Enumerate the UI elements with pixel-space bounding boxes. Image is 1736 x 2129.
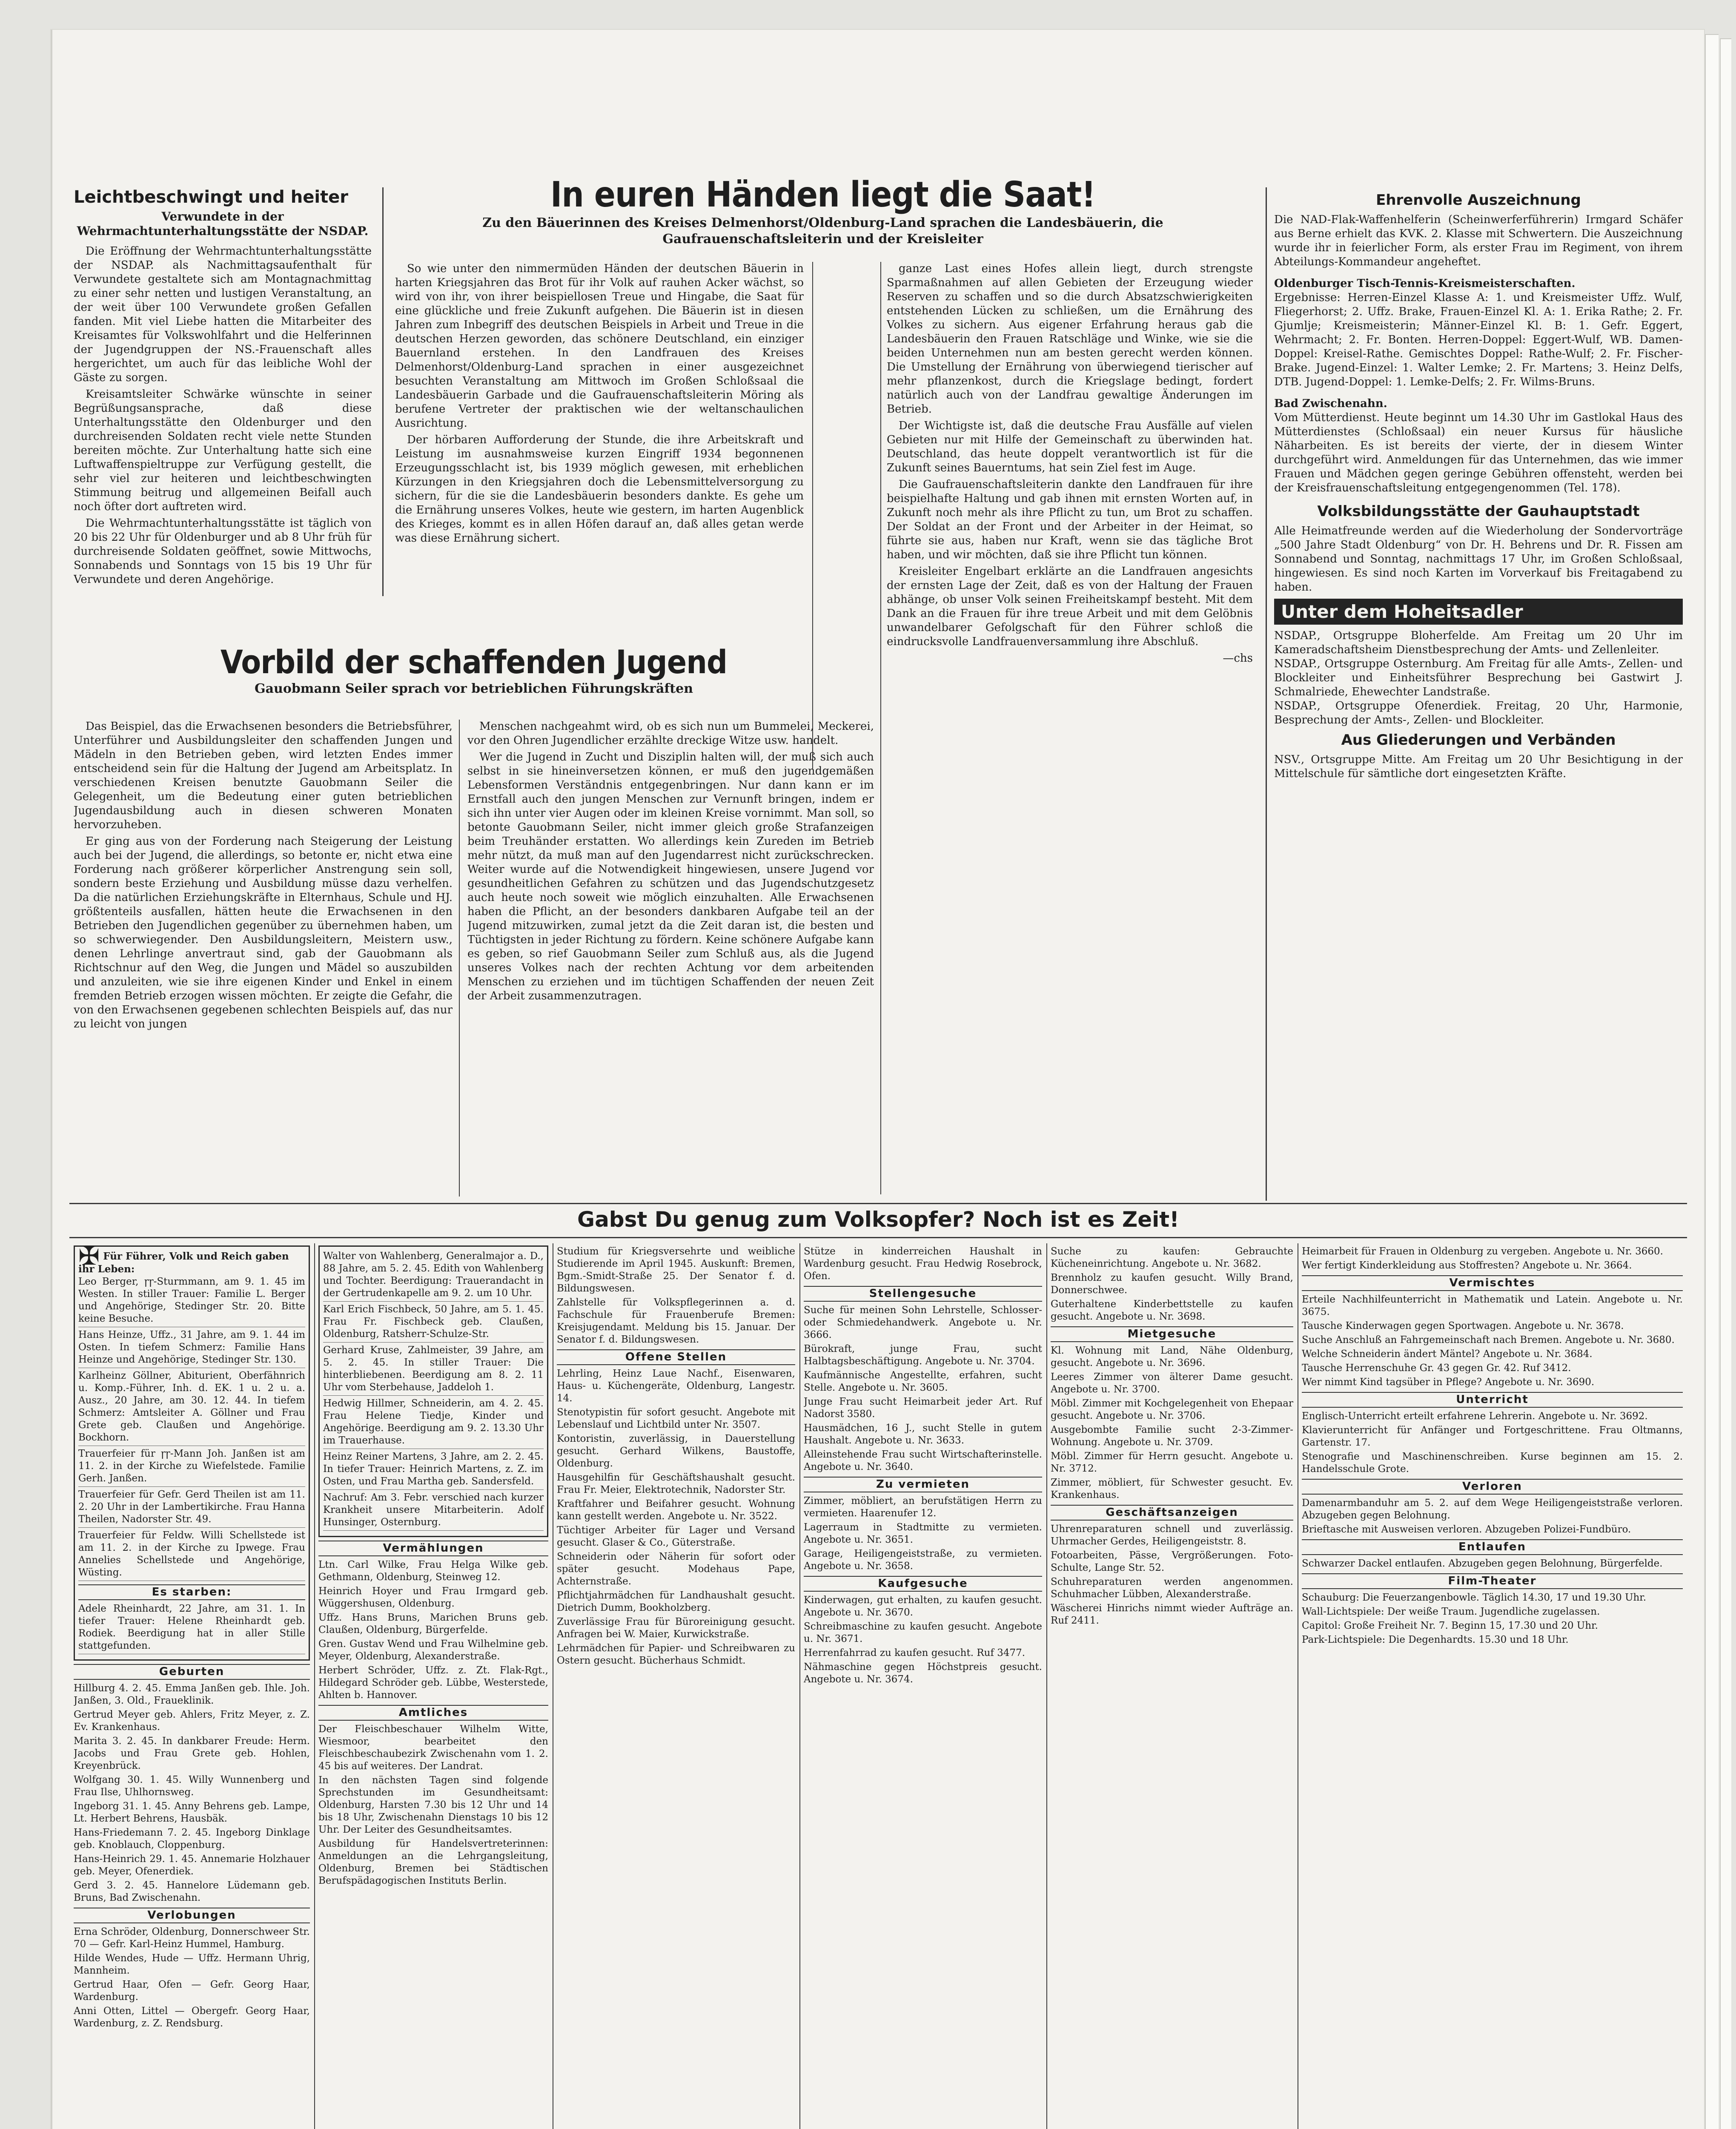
birth-notice: Gerd 3. 2. 45. Hannelore Lüdemann geb. Bruns, Bad Zwischenahn. bbox=[74, 1880, 310, 1903]
youth-headline: Vorbild der schaffenden Jugend bbox=[220, 643, 728, 681]
rent-wanted-ad: Möbl. Zimmer mit Kochgelegenheit von Ehepaar gesucht. Angebote u. Nr. 3706. bbox=[1051, 1398, 1293, 1421]
iron-cross-icon: ✠ bbox=[78, 1245, 100, 1271]
ads-column-4 bbox=[804, 1245, 1042, 2129]
lesson-ad: Englisch-Unterricht erteilt erfahrene Lehrerin. Angebote u. Nr. 3692. bbox=[1302, 1411, 1648, 1422]
official-notice: In den nächsten Tagen sind folgende Sprechstunden im Gesundheitsamt: Oldenburg, Harsten 7.30 bis 12 Uhr und 14 bis 18 Uhr, Zwischenahn Dienstags 10 bis 12 Uhr. Der Leiter des Gesundheitsamtes. bbox=[318, 1775, 548, 1835]
lost-ad: Damenarmbanduhr am 5. 2. auf dem Wege Heiligengeiststraße verloren. Abzugeben gegen Belohnung. bbox=[1302, 1498, 1683, 1521]
category-heading: Geschäftsanzeigen bbox=[1051, 1505, 1293, 1521]
lesson-ad: Stenografie und Maschinenschreiben. Kurse beginnen am 15. 2. Handelsschule Grote. bbox=[1302, 1451, 1683, 1475]
death-notice: Trauerfeier für Feldw. Willi Schellstede ist am 11. 2. in der Kirche zu Ipwege. Frau Annelies Schellstede und Angehörige, Wüsting. bbox=[78, 1529, 305, 1581]
signature: —chs bbox=[1223, 652, 1253, 665]
youth-column-b bbox=[467, 720, 874, 1196]
party-notice: NSDAP., Ortsgruppe Bloherfelde. Am Freitag um 20 Uhr im Kameradschaftsheim Dienstbesprechung der Amts- und Zellenleiter. bbox=[1274, 629, 1683, 656]
rent-wanted-ad: Leeres Zimmer von älterer Dame gesucht. Angebote u. Nr. 3700. bbox=[1051, 1372, 1293, 1395]
job-ad: Zuverlässige Frau für Büroreinigung gesucht. Anfragen bei W. Maier, Kurwickstraße. bbox=[557, 1616, 795, 1640]
job-wanted-ad: Suche für meinen Sohn Lehrstelle, Schlosser- oder Schmiedehandwerk. Angebote u. Nr. 3666. bbox=[804, 1305, 1042, 1340]
purchase-ad: Herrenfahrrad zu kaufen gesucht. Ruf 3477. bbox=[804, 1647, 1026, 1658]
column-rule bbox=[880, 262, 881, 1194]
category-heading: Vermischtes bbox=[1302, 1275, 1683, 1291]
misc-ad: Tausche Kinderwagen gegen Sportwagen. Angebote u. Nr. 3678. bbox=[1302, 1320, 1624, 1331]
paragraph: Er ging aus von der Forderung nach Steigerung der Leistung auch bei der Jugend, die allerdings, so betonte er, nicht etwa eine Forderung nach größerer körperlicher Anstrengung sein soll, sondern beste Erziehung und Ausbildung müsse dazu verhelfen. Da die natürlichen Erziehungskräfte in Elternhaus, Schule und HJ. größtenteils ausfallen, hätten heute die Erwachsenen in den Betrieben den Jugendlichen gegenüber zu übernehmen haben, um so schwerwiegender. Den Ausbildungsleitern, Meistern usw., denen Lehrlinge anvertraut sind, gab der Gauobmann als Richtschnur auf den Weg, die Jungen und Mädel so auszubilden und anzuleiten, wie sie ihre eigenen Kinder und Enkel in einem fremden Betrieb erzogen wissen möchten. Er zeigte die Gefahr, die von den Erwachsenen gegebenen schlechten Beispiels auf, das nur zu leicht von jungen bbox=[74, 835, 453, 1030]
category-heading: Kaufgesuche bbox=[804, 1576, 1042, 1592]
lead-subhead: Zu den Bäuerinnen des Kreises Delmenhorst/Oldenburg-Land sprachen die Landesbäuerin, die Gaufrauenschaftsleiterin und der Kreisleiter bbox=[482, 215, 1163, 247]
category-heading: Zu vermieten bbox=[804, 1477, 1042, 1492]
job-ad: Lehrmädchen für Papier- und Schreibwaren zu Ostern gesucht. Bücherhaus Schmidt. bbox=[557, 1643, 795, 1666]
paragraph: ganze Last eines Hofes allein liegt, durch strengste Sparmaßnahmen auf allen Gebieten der Erzeugung wieder Reserven zu schaffen und so die durch Absatzschwierigkeiten entstehenden Lücken zu schließen, um die Ernährung des Volkes zu sichern. Aus eigener Erfahrung heraus gab die Landesbäuerin den Frauen Ratschläge und Winke, wie sie die beiden Unternehmen nun am besten gerecht werden können. Die Umstellung der Ernährung von überwiegend tierischer auf mehr pflanzenkost, durch die Kriegslage bedingt, fordert natürlich auch von der Landfrau gewaltige Änderungen im Betrieb. bbox=[887, 262, 1253, 416]
category-heading: Stellengesuche bbox=[804, 1286, 1042, 1302]
newspaper-page bbox=[51, 30, 1704, 2129]
death-notice: Nachruf: Am 3. Febr. verschied nach kurzer Krankheit unsere Mitarbeiterin. Adolf Hunsinger, Osternburg. bbox=[323, 1492, 544, 1531]
column-rule bbox=[314, 1243, 315, 2129]
job-wanted-ad: Kaufmännische Angestellte, erfahren, sucht Stelle. Angebote u. Nr. 3605. bbox=[804, 1370, 1042, 1393]
paragraph: Wer die Jugend in Zucht und Disziplin halten will, der muß sich auch selbst in sie hineinversetzen können, er muß den jugendgemäßen Lebensformen Verständnis entgegenbringen. Nur dann kann er im Ernstfall auch den jungen Menschen zur Vernunft bringen, indem er sich ihn unter vier Augen oder im kleinen Kreise vornimmt. Man soll, so betonte Gauobmann Seiler, nicht immer gleich große Strafanzeigen beim Treuhänder erstatten. Wo allerdings kein Zureden im Betrieb mehr nützt, da muß man auf den Jugendarrest nicht zurückschrecken. Weiter wurde auf die Notwendigkeit hingewiesen, unsere Jugend vor gesundheitlichen Gefahren zu schützen und das Jugendschutzgesetz auch heute noch soweit wie möglich einzuhalten. Alle Erwachsenen haben die Pflicht, an der besonders dankbaren Aufgabe teil an der Jugend mitzuwirken, zumal jetzt da die Zeit daran ist, die besten und Tüchtigsten in jeder Richtung zu fördern. Keine schönere Aufgabe kann es geben, so rief Gauobmann Seiler zum Schluß aus, als die Jugend unseres Volkes nach der rechten Achtung vor dem arbeitenden Menschen zu erziehen und im tüchtigen Schaffenden der neuen Zeit der Arbeit zusammenzutragen. bbox=[467, 751, 874, 1002]
film-ad: Wall-Lichtspiele: Der weiße Traum. Jugendliche zugelassen. bbox=[1302, 1606, 1600, 1617]
article-youth bbox=[74, 643, 874, 707]
engagement-notice: Gertrud Haar, Ofen — Gefr. Georg Haar, Wardenburg. bbox=[74, 1979, 310, 2003]
rental-ad: Zimmer, möbliert, an berufstätigen Herrn zu vermieten. Haarenufer 12. bbox=[804, 1495, 1042, 1519]
birth-notice: Wolfgang 30. 1. 45. Willy Wunnenberg und Frau Ilse, Uhlhornsweg. bbox=[74, 1774, 310, 1798]
death-notice: Karlheinz Göllner, Abiturient, Oberfähnrich u. Komp.-Führer, Inh. d. EK. 1 u. 2 u. a. Ausz., 20 Jahre, am 30. 12. 44. In tiefem Schmerz: Amtsleiter A. Göllner und Frau Grete geb. Claußen und Angehörige. Bockhorn. bbox=[78, 1370, 305, 1446]
rental-ad: Garage, Heiligengeiststraße, zu vermieten. Angebote u. Nr. 3658. bbox=[804, 1548, 1042, 1572]
page-edge bbox=[1720, 38, 1731, 2129]
category-heading: Entlaufen bbox=[1302, 1539, 1683, 1555]
paragraph: So wie unter den nimmermüden Händen der deutschen Bäuerin in harten Kriegsjahren das Brot für ihr Volk auf rauhen Acker wächst, so wird von ihr, von ihrer beispiellosen Treue und Hingabe, die Saat für eine glückliche und freie Zukunft aufgehen. Die Bäuerin ist in diesen Jahren zum Inbegriff des deutschen Beispiels in Arbeit und Treue in die deutschen Herzen geworden, das schönere Deutschland, ein einziger Bauernland erstehen. In den Landfrauen des Kreises Delmenhorst/Oldenburg-Land sprachen in einer ausgezeichnet besuchten Veranstaltung am Mittwoch im Großen Schloßsaal die Landesbäuerin Garbade und die Gaufrauenschaftsleiterin Möring als berufene Vertreter der praktischen wie der weltanschaulichen Ausrichtung. bbox=[395, 262, 804, 430]
paragraph: Die Gaufrauenschaftsleiterin dankte den Landfrauen für ihre beispielhafte Haltung und gab ihnen mit ernsten Worten auf, in Zukunft noch mehr als ihre Pflicht zu tun, um Brot zu schaffen. Der Soldat an der Front und der Arbeiter in der Heimat, so führte sie aus, haben nur Kraft, wenn sie das tägliche Brot haben, und wir möchten, daß sie ihre Pflicht tun können. bbox=[887, 478, 1253, 561]
engagement-notice: Anni Otten, Littel — Obergefr. Georg Haar, Wardenburg, z. Z. Rendsburg. bbox=[74, 2006, 310, 2029]
volks-body: Alle Heimatfreunde werden auf die Wiederholung der Sondervorträge „500 Jahre Stadt Oldenburg“ von Dr. H. Behrens und Dr. R. Fissen am Sonnabend und Sonntag, nachmittags 17 Uhr, im Großen Schloßsaal, hingewiesen. Es sind noch Karten im Vorverkauf bis Freitagabend zu haben. bbox=[1274, 525, 1683, 594]
purchase-ad: Nähmaschine gegen Höchstpreis gesucht. Angebote u. Nr. 3674. bbox=[804, 1661, 1042, 1685]
affil-body: NSV., Ortsgruppe Mitte. Am Freitag um 20 Uhr Besichtigung in der Mittelschule für sämtliche dort eingesetzten Kräfte. bbox=[1274, 753, 1683, 780]
wedding-notice: Gren. Gustav Wend und Frau Wilhelmine geb. Meyer, Oldenburg, Alexanderstraße. bbox=[318, 1638, 548, 1662]
column-rule bbox=[459, 720, 460, 1196]
job-wanted-ad: Bürokraft, junge Frau, sucht Halbtagsbeschäftigung. Angebote u. Nr. 3704. bbox=[804, 1343, 1042, 1367]
paragraph: Kreisamtsleiter Schwärke wünschte in seiner Begrüßungsansprache, daß diese Unterhaltungsstätte den Oldenburger und den durchreisenden Soldaten recht viele nette Stunden bereiten möchte. Zur Unterhaltung hatte sich eine Luftwaffenspieltruppe zur Verfügung gestellt, die sehr viel zur heiteren und leichtbeschwingten Stimmung beitrug und allgemeinen Beifall auch noch öfter dort auftreten wird. bbox=[74, 388, 372, 513]
birth-notice: Hillburg 4. 2. 45. Emma Janßen geb. Ihle. Joh. Janßen, 3. Old., Fraueklinik. bbox=[74, 1683, 310, 1706]
official-notice: Ausbildung für Handelsvertreterinnen: Anmeldungen an die Lehrgangsleitung, Oldenburg, Bremen bei Städtischen Berufspädagogischen Instituts Berlin. bbox=[318, 1838, 548, 1886]
engagement-notice: Hilde Wendes, Hude — Uffz. Hermann Uhrig, Mannheim. bbox=[74, 1953, 310, 1976]
purchase-ad: Schreibmaschine zu kaufen gesucht. Angebote u. Nr. 3671. bbox=[804, 1621, 1042, 1644]
business-ad: Uhrenreparaturen schnell und zuverlässig. Uhrmacher Gerdes, Heiligengeiststr. 8. bbox=[1051, 1524, 1293, 1547]
category-heading: Verloren bbox=[1302, 1479, 1683, 1495]
job-ad: Pflichtjahrmädchen für Landhaushalt gesucht. Dietrich Dumm, Bookholzberg. bbox=[557, 1590, 795, 1613]
rent-wanted-ad: Zimmer, möbliert, für Schwester gesucht. Ev. Krankenhaus. bbox=[1051, 1477, 1293, 1501]
strap-rule bbox=[69, 1237, 1687, 1238]
death-notice: Hedwig Hillmer, Schneiderin, am 4. 2. 45. Frau Helene Tiedje, Kinder und Angehörige. Beerdigung am 9. 2. 13.30 Uhr im Trauerhause. bbox=[323, 1397, 544, 1449]
death-notice: Walter von Wahlenberg, Generalmajor a. D., 88 Jahre, am 5. 2. 45. Edith von Wahlenberg und Tochter. Beerdigung: Trauerandacht in der Gertrudenkapelle am 9. 2. um 10 Uhr. bbox=[323, 1250, 544, 1302]
volks-heading: Volksbildungsstätte der Gauhauptstadt bbox=[1317, 503, 1640, 520]
category-heading: Verlobungen bbox=[74, 1908, 310, 1923]
ads-column-1 bbox=[74, 1245, 310, 2129]
article-body bbox=[74, 244, 372, 587]
rent-wanted-ad: Ausgebombte Familie sucht 2-3-Zimmer-Wohnung. Angebote u. Nr. 3709. bbox=[1051, 1424, 1293, 1448]
birth-notice: Hans-Heinrich 29. 1. 45. Annemarie Holzhauer geb. Meyer, Ofenerdiek. bbox=[74, 1854, 310, 1877]
rent-wanted-ad: Möbl. Zimmer für Herrn gesucht. Angebote u. Nr. 3712. bbox=[1051, 1451, 1293, 1474]
category-heading: Es starben: bbox=[78, 1584, 305, 1600]
misc-ad: Erteile Nachhilfeunterricht in Mathematik und Latein. Angebote u. Nr. 3675. bbox=[1302, 1294, 1683, 1317]
classified-ad: Stütze in kinderreichen Haushalt in Wardenburg gesucht. Frau Hedwig Rosebrock, Ofen. bbox=[804, 1246, 1042, 1282]
column-rule bbox=[1266, 187, 1267, 1201]
paragraph: Der Wichtigste ist, daß die deutsche Frau Ausfälle auf vielen Gebieten nur mit Hilfe der Gemeinschaft zu überwinden hat. Deutschland, das heute doppelt verantwortlich ist für die Zukunft seines Bauerntums, hat sein Ziel fest im Auge. bbox=[887, 419, 1253, 474]
death-notices bbox=[74, 1245, 310, 1661]
wedding-notice: Uffz. Hans Bruns, Marichen Bruns geb. Claußen, Oldenburg, Bürgerfelde. bbox=[318, 1612, 548, 1635]
death-notice: Trauerfeier für Gefr. Gerd Theilen ist am 11. 2. 20 Uhr in der Lambertikirche. Frau Hanna Theilen, Nadorster Str. 49. bbox=[78, 1489, 305, 1528]
column-rule bbox=[799, 1243, 800, 2129]
rent-wanted-ad: Kl. Wohnung mit Land, Nähe Oldenburg, gesucht. Angebote u. Nr. 3696. bbox=[1051, 1345, 1293, 1369]
wedding-notice: Ltn. Carl Wilke, Frau Helga Wilke geb. Gethmann, Oldenburg, Steinweg 12. bbox=[318, 1559, 548, 1583]
category-heading: Offene Stellen bbox=[557, 1349, 795, 1365]
misc-ad: Welche Schneiderin ändert Mäntel? Angebote u. Nr. 3684. bbox=[1302, 1349, 1593, 1360]
item-body: Vom Mütterdienst. Heute beginnt um 14.30 Uhr im Gastlokal Haus des Mütterdienstes (Schloßsaal) ein neuer Kursus für häusliche Näharbeiten. Es ist bereits der vierte, der in diesem Winter durchgeführt wird. Anmeldungen für das Unternehmen, das wie immer Frauen und Mädchen gegen geringe Gebühren offensteht, werden bei der Kreisfrauenschaftsleitung entgegengenommen (Tel. 178). bbox=[1274, 411, 1683, 494]
job-ad: Hausgehilfin für Geschäftshaushalt gesucht. Frau Fr. Meier, Elektrotechnik, Nadorster Str. bbox=[557, 1472, 795, 1495]
article-subheading: Verwundete in der Wehrmachtunterhaltungsstätte der NSDAP. bbox=[77, 209, 369, 238]
death-notice: Gerhard Kruse, Zahlmeister, 39 Jahre, am 5. 2. 45. In stiller Trauer: Die hinterbliebenen. Beerdigung am 8. 2. 11 Uhr vom Sterbehause, Jaddeloh 1. bbox=[323, 1344, 544, 1396]
column-rule bbox=[1046, 1243, 1047, 2129]
category-heading: Mietgesuche bbox=[1051, 1326, 1293, 1342]
category-heading: Unterricht bbox=[1302, 1392, 1683, 1408]
job-ad: Stenotypistin für sofort gesucht. Angebote mit Lebenslauf und Lichtbild unter Nr. 3507. bbox=[557, 1407, 795, 1430]
job-wanted-ad: Alleinstehende Frau sucht Wirtschafterinstelle. Angebote u. Nr. 3640. bbox=[804, 1449, 1042, 1472]
death-notice: Adele Rheinhardt, 22 Jahre, am 31. 1. In tiefer Trauer: Helene Rheinhardt geb. Rodiek. Beerdigung hat in aller Stille stattgefunden. bbox=[78, 1603, 305, 1654]
paragraph: Kreisleiter Engelbart erklärte an die Landfrauen angesichts der ernsten Lage der Zeit, daß es von der Haltung der Frauen abhänge, ob unser Volk seinen Freiheitskampf besteht. Mit dem Dank an die Frauen für ihre treue Arbeit und mit dem Gelöbnis unwandelbarer Gefolgschaft für den Führer schloß die eindrucksvolle Landfrauenversammlung ihre Abschluß. bbox=[887, 565, 1253, 648]
classified-ad: Zahlstelle für Volkspflegerinnen a. d. Fachschule für Frauenberufe Bremen: Kreisjugendamt. Meldung bis 15. Januar. Der Senator f. d. Bildungswesen. bbox=[557, 1297, 795, 1345]
classified-ad: Brennholz zu kaufen gesucht. Willy Brand, Donnerschwee. bbox=[1051, 1272, 1293, 1296]
lesson-ad: Klavierunterricht für Anfänger und Fortgeschrittene. Frau Oltmanns, Gartenstr. 17. bbox=[1302, 1425, 1683, 1448]
category-heading: Vermählungen bbox=[318, 1541, 548, 1556]
job-ad: Kontoristin, zuverlässig, in Dauerstellung gesucht. Gerhard Wilkens, Baustoffe, Oldenburg. bbox=[557, 1433, 795, 1469]
party-notice: NSDAP., Ortsgruppe Osternburg. Am Freitag für alle Amts-, Zellen- und Blockleiter und Einheitsführer Besprechung bei Gastwirt J. Schmalriede, Ehewechter Landstraße. bbox=[1274, 657, 1683, 698]
tennis-heading: Oldenburger Tisch-Tennis-Kreismeisterschaften. bbox=[1274, 277, 1576, 290]
engagement-notice: Erna Schröder, Oldenburg, Donnerschweer Str. 70 — Gefr. Karl-Heinz Hummel, Hamburg. bbox=[74, 1926, 310, 1950]
birth-notice: Ingeborg 31. 1. 45. Anny Behrens geb. Lampe, Lt. Herbert Behrens, Hausbäk. bbox=[74, 1801, 310, 1824]
ads-column-2 bbox=[318, 1245, 548, 2129]
page-edge bbox=[1705, 34, 1719, 2129]
death-notices-2 bbox=[318, 1245, 548, 1537]
lead-column-b bbox=[887, 262, 1253, 1194]
right-intro: Die NAD-Flak-Waffenhelferin (Scheinwerferführerin) Irmgard Schäfer aus Berne erhielt das KVK. 2. Klasse mit Schwertern. Die Auszeichnung wurde ihr in feierlicher Form, als erster Frau im Regiment, von ihrem Abteilungs-Kommandeur angeheftet. bbox=[1274, 213, 1683, 268]
paragraph: Menschen nachgeahmt wird, ob es sich nun um Bummelei, Meckerei, vor den Ohren Jugendlicher erzählte dreckige Witze usw. handelt. bbox=[467, 720, 874, 747]
ads-column-3 bbox=[557, 1245, 795, 2129]
job-wanted-ad: Hausmädchen, 16 J., sucht Stelle in gutem Haushalt. Angebote u. Nr. 3633. bbox=[804, 1423, 1042, 1446]
article-verwundete bbox=[74, 187, 372, 613]
category-heading: Film-Theater bbox=[1302, 1573, 1683, 1589]
death-title: Für Führer, Volk und Reich gaben ihr Leben: bbox=[78, 1251, 289, 1275]
paragraph: Die Eröffnung der Wehrmachtunterhaltungsstätte der NSDAP. als Nachmittagsaufenthalt für Verwundete gestaltete sich am Montagnachmittag zu einer sehr netten und lustigen Veranstaltung, an der weit über 100 Verwundete großen Gefallen fanden. Mit viel Liebe hatten die Mitarbeiter des Kreisamtes für Volkswohlfahrt und die Helferinnen der Jugendgruppen der NS.-Frauenschaft alles hergerichtet, um auch für das leibliche Wohl der Gäste zu sorgen. bbox=[74, 245, 372, 384]
job-ad: Schneiderin oder Näherin für sofort oder später gesucht. Modehaus Pape, Achternstraße. bbox=[557, 1551, 795, 1587]
lost-ad: Brieftasche mit Ausweisen verloren. Abzugeben Polizei-Fundbüro. bbox=[1302, 1524, 1631, 1535]
party-notice: NSDAP., Ortsgruppe Ofenerdiek. Freitag, 20 Uhr, Harmonie, Besprechung der Amts-, Zellen- und Blockleiter. bbox=[1274, 700, 1683, 726]
classified-ad: Wer fertigt Kinderkleidung aus Stoffresten? Angebote u. Nr. 3664. bbox=[1302, 1260, 1632, 1271]
paragraph: Das Beispiel, das die Erwachsenen besonders die Betriebsführer, Unterführer und Ausbildungsleiter den schaffenden Jungen und Mädeln in den Betrieben geben, wird letzten Endes immer entscheidend sein für die Haltung der Jugend am Arbeitsplatz. In verschiedenen Kreisen benutzte Gauobmann Seiler die Gelegenheit, um die Bedeutung einer guten betrieblichen Jugendausbildung auch in diesen schweren Monaten hervorzuheben. bbox=[74, 720, 453, 831]
category-heading: Geburten bbox=[74, 1664, 310, 1680]
right-column bbox=[1274, 192, 1683, 1205]
tennis-results: Ergebnisse: Herren-Einzel Klasse A: 1. und Kreismeister Uffz. Wulf, Fliegerhorst; 2. Uffz. Brake, Frauen-Einzel Kl. A: 1. Erika Rathe; 2. Fr. Gjumlje; Kreismeisterin; Männer-Einzel Kl. B: 1. Gefr. Eggert, Wehrmacht; 2. Fr. Bonten. Herren-Doppel: Eggert-Wulf, WB. Damen-Doppel: Kreisel-Rathe. Gemischtes Doppel: Rathe-Wulf; 2. Fr. Fischer-Brake. Jugend-Einzel: 1. Walter Lemke; 2. Fr. Martens; 3. Heinz Delfs, DTB. Jugend-Doppel: 1. Lemke-Delfs; 2. Fr. Wilms-Bruns. bbox=[1274, 291, 1683, 388]
classified-ad: Studium für Kriegsversehrte und weibliche Studierende im April 1945. Auskunft: Bremen, Bgm.-Smidt-Straße 25. Der Senator f. d. Bildungswesen. bbox=[557, 1246, 795, 1294]
death-title-row bbox=[78, 1245, 305, 1276]
purchase-ad: Kinderwagen, gut erhalten, zu kaufen gesucht. Angebote u. Nr. 3670. bbox=[804, 1595, 1042, 1618]
business-ad: Fotoarbeiten, Pässe, Vergrößerungen. Foto-Schulte, Lange Str. 52. bbox=[1051, 1550, 1293, 1573]
job-ad: Lehrling, Heinz Laue Nachf., Eisenwaren, Haus- u. Küchengeräte, Oldenburg, Langestr. 14. bbox=[557, 1368, 795, 1404]
wedding-notice: Herbert Schröder, Uffz. z. Zt. Flak-Rgt., Hildegard Schröder geb. Lübbe, Westerstede, Ahlten b. Hannover. bbox=[318, 1665, 548, 1701]
item-heading: Bad Zwischenahn. bbox=[1274, 397, 1387, 410]
rental-ad: Lagerraum in Stadtmitte zu vermieten. Angebote u. Nr. 3651. bbox=[804, 1522, 1042, 1545]
film-ad: Schauburg: Die Feuerzangenbowle. Täglich 14.30, 17 und 19.30 Uhr. bbox=[1302, 1592, 1647, 1603]
birth-notice: Marita 3. 2. 45. In dankbarer Freude: Herm. Jacobs und Frau Grete geb. Hohlen, Kreyenbrück. bbox=[74, 1736, 310, 1771]
classified-ad: Guterhaltene Kinderbettstelle zu kaufen gesucht. Angebote u. Nr. 3698. bbox=[1051, 1299, 1293, 1322]
film-ad: Capitol: Große Freiheit Nr. 7. Beginn 15, 17.30 und 20 Uhr. bbox=[1302, 1620, 1598, 1631]
death-notice: Trauerfeier für ꞅꞅ-Mann Joh. Janßen ist am 11. 2. in der Kirche zu Wiefelstede. Familie Gerh. Janßen. bbox=[78, 1448, 305, 1487]
job-ad: Kraftfahrer und Beifahrer gesucht. Wohnung kann gestellt werden. Angebote u. Nr. 3522. bbox=[557, 1498, 795, 1522]
wedding-notice: Heinrich Hoyer und Frau Irmgard geb. Wüggershusen, Oldenburg. bbox=[318, 1586, 548, 1609]
business-ad: Schuhreparaturen werden angenommen. Schuhmacher Lübben, Alexanderstraße. bbox=[1051, 1576, 1293, 1600]
official-notice: Der Fleischbeschauer Wilhelm Witte, Wiesmoor, bearbeitet den Fleischbeschaubezirk Zwischenahn vom 1. 2. 45 bis auf weiteres. Der Landrat. bbox=[318, 1724, 548, 1772]
ads-column-5 bbox=[1051, 1245, 1293, 2129]
volksopfer-strap: Gabst Du genug zum Volksopfer? Noch ist es Zeit! bbox=[577, 1207, 1179, 1232]
column-rule bbox=[382, 187, 384, 596]
death-notice: Leo Berger, ꞅꞅ-Sturmmann, am 9. 1. 45 im Westen. In stiller Trauer: Familie L. Berger und Angehörige, Stedinger Str. 20. Bitte keine Besuche. bbox=[78, 1276, 305, 1327]
ads-column-6 bbox=[1302, 1245, 1683, 2129]
birth-notice: Gertrud Meyer geb. Ahlers, Fritz Meyer, z. Z. Ev. Krankenhaus. bbox=[74, 1709, 310, 1733]
article-heading: Leichtbeschwingt und heiter bbox=[74, 187, 349, 207]
misc-ad: Wer nimmt Kind tagsüber in Pflege? Angebote u. Nr. 3690. bbox=[1302, 1377, 1595, 1388]
strap-rule bbox=[69, 1203, 1687, 1204]
birth-notice: Hans-Friedemann 7. 2. 45. Ingeborg Dinklage geb. Knoblauch, Cloppenburg. bbox=[74, 1827, 310, 1851]
lead-headline: In euren Händen liegt die Saat! bbox=[550, 175, 1096, 215]
youth-subhead: Gauobmann Seiler sprach vor betrieblichen Führungskräften bbox=[254, 681, 693, 696]
stray-ad: Schwarzer Dackel entlaufen. Abzugeben gegen Belohnung, Bürgerfelde. bbox=[1302, 1558, 1663, 1569]
film-ad: Park-Lichtspiele: Die Degenhardts. 15.30 und 18 Uhr. bbox=[1302, 1634, 1569, 1645]
youth-column-a bbox=[74, 720, 453, 1196]
misc-ad: Tausche Herrenschuhe Gr. 43 gegen Gr. 42. Ruf 3412. bbox=[1302, 1363, 1571, 1374]
job-wanted-ad: Junge Frau sucht Heimarbeit jeder Art. Ruf Nadorst 3580. bbox=[804, 1396, 1042, 1420]
category-heading: Amtliches bbox=[318, 1705, 548, 1721]
classified-ad: Heimarbeit für Frauen in Oldenburg zu vergeben. Angebote u. Nr. 3660. bbox=[1302, 1246, 1663, 1257]
death-notice: Karl Erich Fischbeck, 50 Jahre, am 5. 1. 45. Frau Fr. Fischbeck geb. Claußen, Oldenburg, Ratsherr-Schulze-Str. bbox=[323, 1303, 544, 1343]
misc-ad: Suche Anschluß an Fahrgemeinschaft nach Bremen. Angebote u. Nr. 3680. bbox=[1302, 1334, 1675, 1346]
business-ad: Wäscherei Hinrichs nimmt wieder Aufträge an. Ruf 2411. bbox=[1051, 1603, 1293, 1626]
death-notice: Heinz Reiner Martens, 3 Jahre, am 2. 2. 45. In tiefer Trauer: Heinrich Martens, z. Z. im Osten, und Frau Martha geb. Sandersfeld. bbox=[323, 1451, 544, 1490]
job-ad: Tüchtiger Arbeiter für Lager und Versand gesucht. Glaser & Co., Güterstraße. bbox=[557, 1525, 795, 1548]
death-notice: Hans Heinze, Uffz., 31 Jahre, am 9. 1. 44 im Osten. In tiefem Schmerz: Familie Hans Heinze und Angehörige, Stedinger Str. 130. bbox=[78, 1329, 305, 1368]
classified-ad: Suche zu kaufen: Gebrauchte Kücheneinrichtung. Angebote u. Nr. 3682. bbox=[1051, 1246, 1293, 1269]
affil-heading: Aus Gliederungen und Verbänden bbox=[1341, 732, 1616, 749]
hoheitsadler-bar: Unter dem Hoheitsadler bbox=[1274, 599, 1683, 625]
right-heading: Ehrenvolle Auszeichnung bbox=[1376, 192, 1581, 209]
paragraph: Die Wehrmachtunterhaltungsstätte ist täglich von 20 bis 22 Uhr für Oldenburger und ab 8 Uhr früh für durchreisende Soldaten geöffnet, sowie Mittwochs, Sonnabends und Sonntags von 15 bis 19 Uhr für Verwundete und deren Angehörige. bbox=[74, 517, 372, 586]
paragraph: Der hörbaren Aufforderung der Stunde, die ihre Arbeitskraft und Leistung im ausnahmsweise kurzen Eingriff 1934 begonnenen Erzeugungsschlacht ist, bis 1939 möglich gewesen, mit erheblichen Kürzungen in den Kriegsjahren doch die Lebensmittelversorgung zu sichern, für die sie die Landesbäuerin besonders dankte. Es gehe um die Ernährung unseres Volkes, heute wie gestern, im harten Augenblick des Krieges, kommt es in allen Höfen darauf an, daß alles getan werde was diese Ernährung sichert. bbox=[395, 433, 804, 545]
